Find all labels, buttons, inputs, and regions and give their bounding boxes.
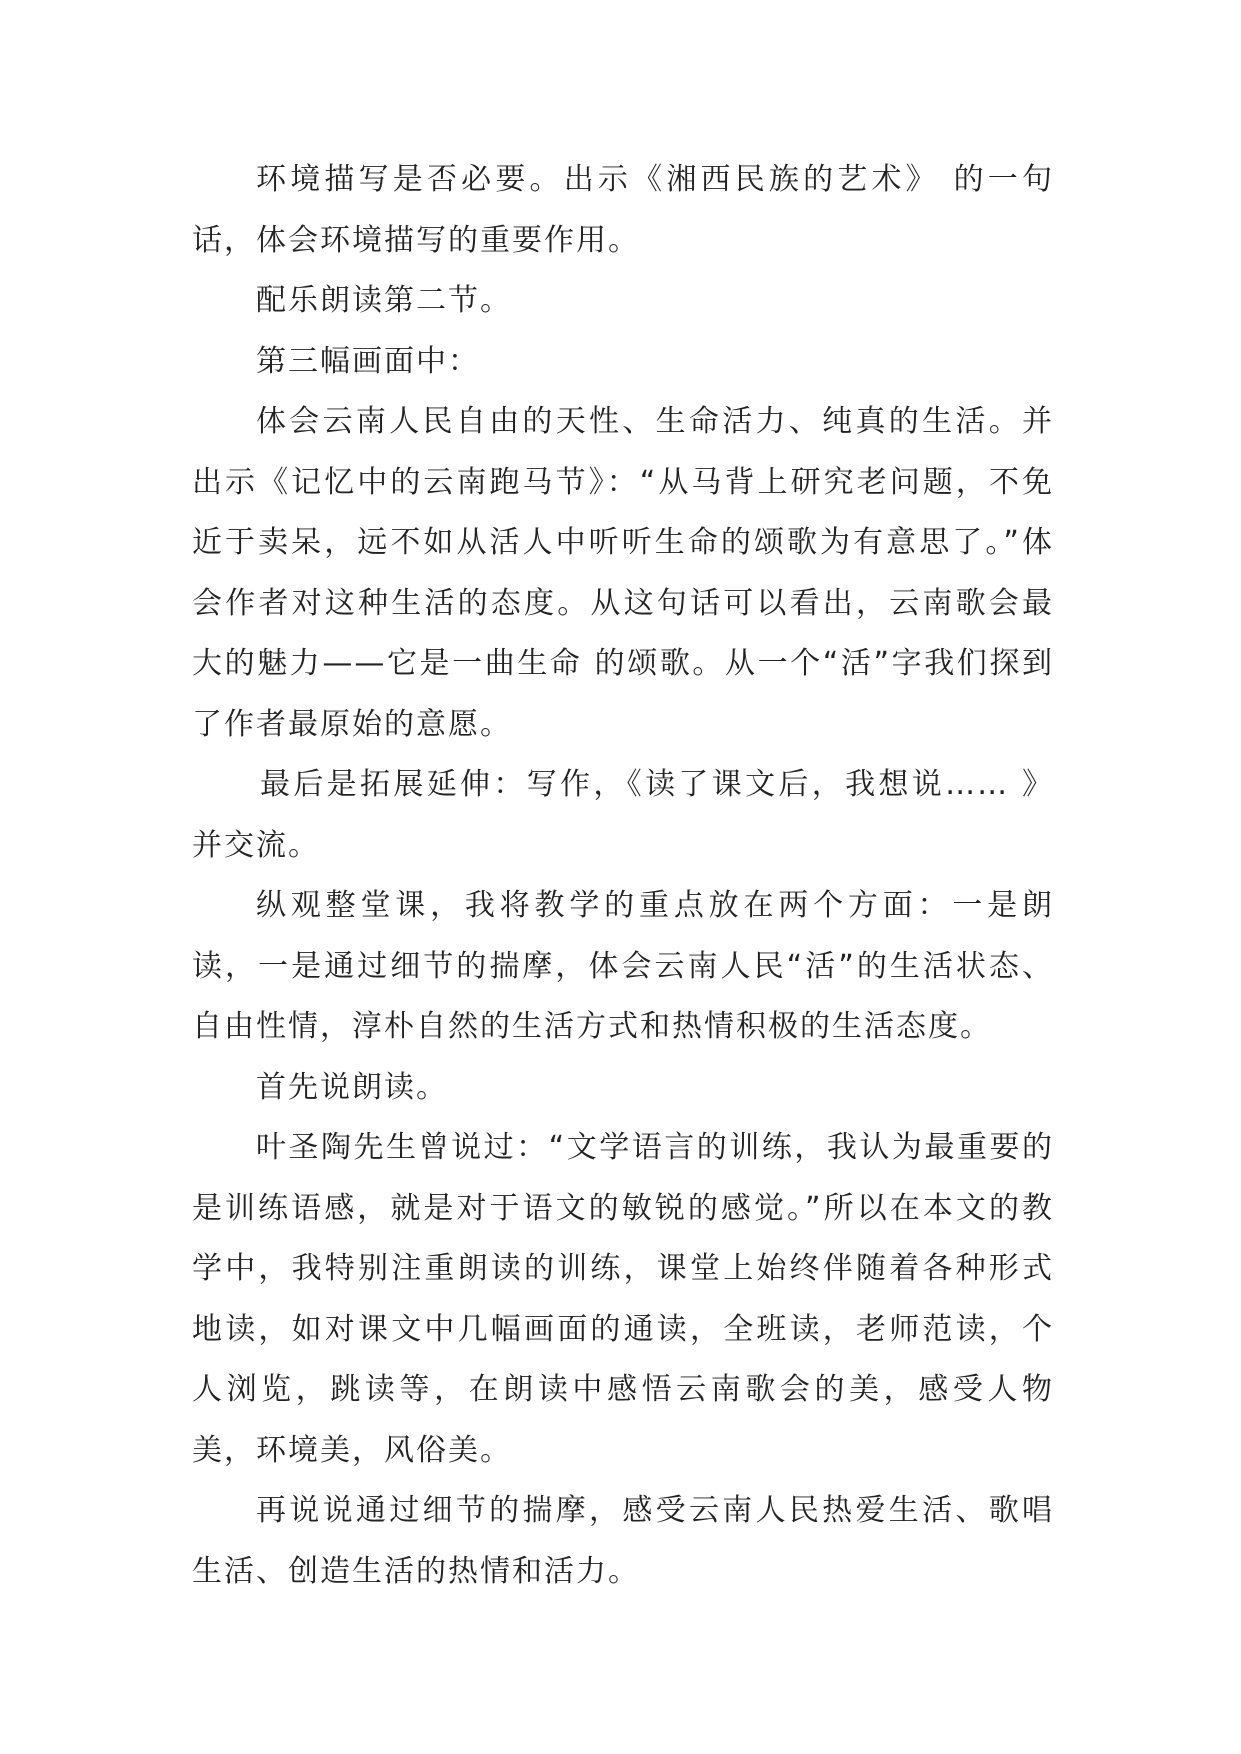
paragraph-reading-first: 首先说朗读。	[256, 1069, 448, 1105]
paragraph-music-reading: 配乐朗读第二节。	[256, 283, 512, 318]
paragraph-yunnan-life: 体会云南人民自由的天性、生命活力、纯真的生活。并出示《记忆中的云南跑马节》：“从马背上研究老问题，不免近于卖呆，远不如从活人中听听生命的颂歌为有意思了。”体会作者对这种生活的态度。从这句话可以看出，云南歌会最大的魅力——它是一曲生命 的颂歌。从一个“活”字我们探到了作者最原始的意愿。	[192, 404, 1054, 742]
paragraph-extension-writing: 最后是拓展延伸：写作，《读了课文后，我想说…… 》并交流。	[192, 767, 1054, 863]
document-body	[192, 150, 1054, 1602]
paragraph-lesson-overview: 纵观整堂课，我将教学的重点放在两个方面：一是朗读，一是通过细节的揣摩，体会云南人民“活”的生活状态、自由性情，淳朴自然的生活方式和热情积极的生活态度。	[192, 888, 1054, 1044]
paragraph-third-scene: 第三幅画面中：	[256, 343, 480, 379]
paragraph-ye-shengtao-quote: 叶圣陶先生曾说过：“文学语言的训练，我认为最重要的是训练语感，就是对于语文的敏锐的感觉。”所以在本文的教学中，我特别注重朗读的训练，课堂上始终伴随着各种形式地读，如对课文中几幅画面的通读，全班读，老师范读，个人浏览，跳读等，在朗读中感悟云南歌会的美，感受人物美，环境美，风俗美。	[192, 1130, 1054, 1468]
paragraph-environment-description: 环境描写是否必要。出示《湘西民族的艺术》 的一句话，体会环境描写的重要作用。	[192, 162, 1054, 258]
paragraph-detail-analysis: 再说说通过细节的揣摩，感受云南人民热爱生活、歌唱生活、创造生活的热情和活力。	[192, 1493, 1054, 1589]
